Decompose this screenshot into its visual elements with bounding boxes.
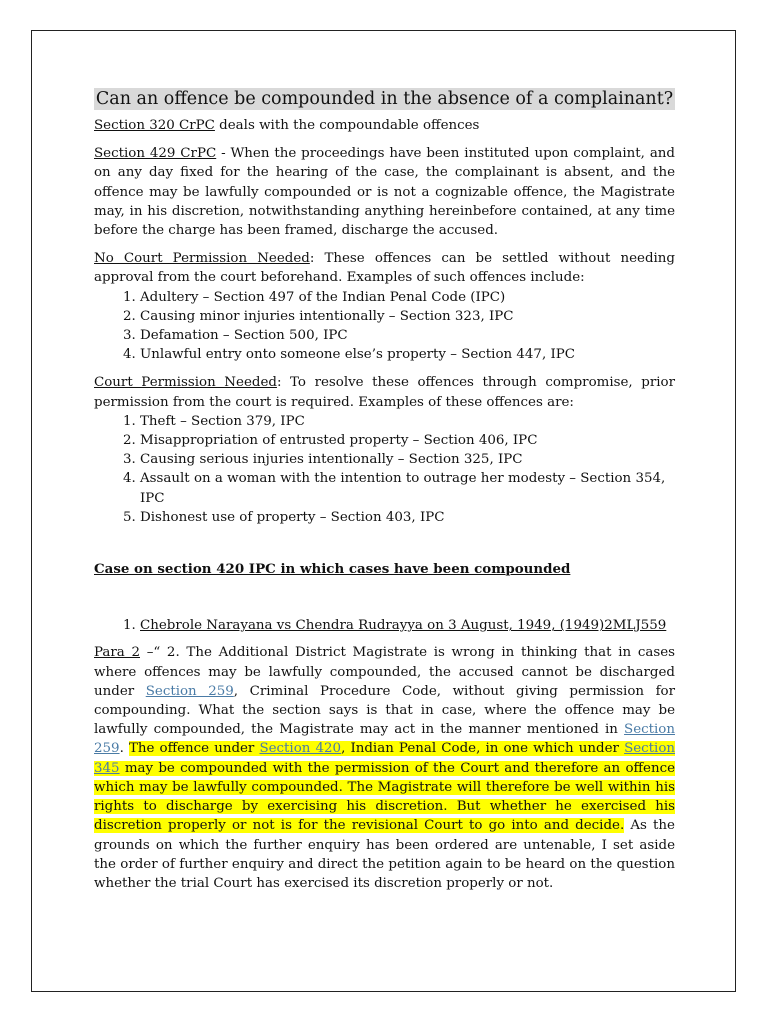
section-429-text: - When the proceedings have been instituted upon complaint, and on any day fixed for the hearing of the case, the complainant is absent, and the offence may be lawfully compounded or is not a cognizable offence, the Magistrate may, in his discretion, notwithstanding anything hereinbefore contained, at any time before the charge has been framed, discharge the accused. — [94, 146, 676, 239]
no-permission-list — [94, 288, 675, 365]
section-420-link[interactable]: Section 420 — [259, 741, 342, 757]
permission-intro — [94, 373, 675, 411]
section-429-link: Section 429 CrPC — [94, 146, 217, 162]
highlighted-text: The offence under — [128, 741, 260, 757]
no-permission-intro — [94, 249, 675, 287]
list-item: 5. Dishonest use of property – Section 403, IPC — [140, 508, 675, 527]
document-page — [31, 30, 736, 992]
paragraph-section-429 — [94, 144, 675, 240]
no-permission-heading: No Court Permission Needed — [94, 251, 310, 267]
section-345-link[interactable]: Section 345 — [94, 741, 676, 776]
section-259-link[interactable]: Section 259 — [145, 683, 234, 699]
case-list — [94, 616, 675, 635]
paragraph-judgment — [94, 643, 675, 893]
list-item: 3. Defamation – Section 500, IPC — [140, 326, 675, 345]
list-item: 3. Causing serious injuries intentionally – Section 325, IPC — [140, 450, 675, 469]
para-text: As the grounds on which the further enquiry has been ordered are untenable, I set aside the order of further enquiry and direct the petition again to be heard on the question whether the trial Court has exercised its discretion properly or not. — [94, 818, 675, 891]
list-item: 1. Adultery – Section 497 of the Indian Penal Code (IPC) — [140, 288, 675, 307]
document-body — [94, 88, 675, 902]
paragraph-section-320 — [94, 116, 675, 135]
page-title: Can an offence be compounded in the absence of a complainant? — [95, 89, 674, 109]
section-320-text: deals with the compoundable offences — [214, 118, 480, 133]
para-text: –“ 2. The Additional District Magistrate is wrong in thinking that in cases where offences may be lawfully compounded, the accused cannot be discharged under — [94, 645, 675, 699]
case-heading: Case on section 420 IPC in which cases have been compounded — [94, 561, 571, 578]
list-item: 4. Assault on a woman with the intention to outrage her modesty – Section 354, IPC — [140, 469, 675, 507]
highlighted-text: , Indian Penal Code, in one which under — [341, 741, 625, 757]
section-259-link[interactable]: Section 259 — [94, 722, 675, 757]
highlighted-text: may be compounded with the permission of the Court and therefore an offence which may be lawfully compounded. The Magistrate will therefore be well within his rights to discharge by exercising his discretion. But whether he exercised his discretion properly or not is for the revisional Court to go into and decide. — [94, 760, 675, 834]
list-item: 2. Causing minor injuries intentionally – Section 323, IPC — [140, 307, 675, 326]
para-label: Para 2 — [94, 645, 140, 661]
permission-list — [94, 412, 675, 527]
case-item — [140, 616, 675, 635]
case-title: Chebrole Narayana vs Chendra Rudrayya on 3 August, 1949, (1949)2MLJ559 — [140, 618, 667, 634]
no-permission-text: : These offences can be settled without needing approval from the court beforehand. Examples of such offences include: — [94, 251, 675, 286]
permission-text: : To resolve these offences through compromise, prior permission from the court is required. Examples of these offences are: — [94, 375, 675, 410]
list-item: 1. Theft – Section 379, IPC — [140, 412, 675, 431]
section-320-link: Section 320 CrPC — [94, 118, 215, 133]
list-item: 4. Unlawful entry onto someone else’s property – Section 447, IPC — [140, 345, 675, 364]
list-item: 2. Misappropriation of entrusted property – Section 406, IPC — [140, 431, 675, 450]
para-text: , Criminal Procedure Code, without giving permission for compounding. What the section says is that in case, where the offence may be lawfully compounded, the Magistrate may act in the manner mentioned in — [94, 683, 676, 738]
para-text: . — [119, 741, 129, 757]
permission-heading: Court Permission Needed — [94, 375, 277, 391]
